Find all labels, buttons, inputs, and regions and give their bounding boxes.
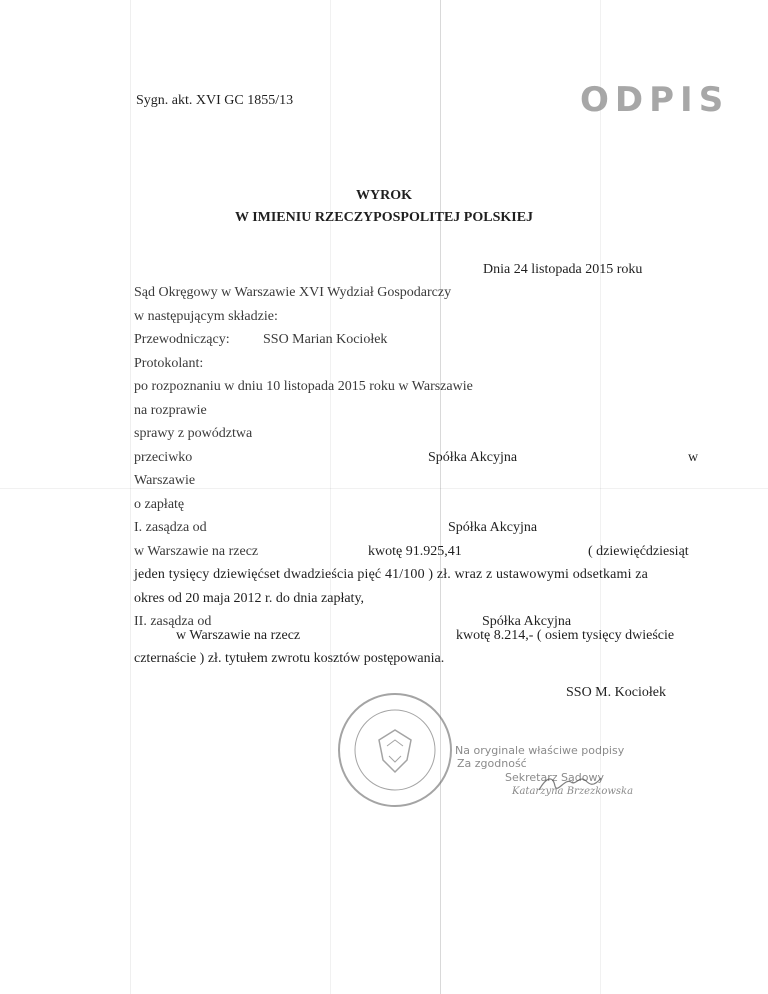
scan-fold-line	[0, 488, 768, 489]
certification-secretary: Sekretarz Sądowy	[505, 771, 604, 784]
scan-fold-line	[130, 0, 131, 994]
plaintiff-case-label: sprawy z powództwa	[134, 426, 253, 441]
point1-label: I. zasądza od	[134, 520, 207, 535]
point2-amount: kwotę 8.214,- ( osiem tysięcy dwieście	[456, 628, 675, 643]
hearing-type: na rozprawie	[134, 403, 207, 418]
scan-fold-line	[440, 0, 441, 994]
certification-conformity: Za zgodność	[457, 757, 527, 770]
point2-beneficiary-line: w Warszawie na rzecz	[176, 628, 301, 643]
certification-secretary-name: Katarzyna Brzezkowska	[512, 786, 634, 797]
composition-label: w następującym składzie:	[134, 309, 278, 324]
handwritten-signature	[535, 772, 605, 796]
scan-fold-line	[330, 0, 331, 994]
against-w: w	[688, 450, 699, 465]
clerk-label: Protokolant:	[134, 356, 204, 371]
certification-original: Na oryginale właściwe podpisy	[455, 744, 625, 757]
chair-label: Przewodniczący:	[134, 332, 230, 347]
point2-label: II. zasądza od	[134, 614, 212, 629]
point1-amount: kwotę 91.925,41	[368, 544, 462, 559]
scan-fold-line	[600, 0, 601, 994]
point1-interest-period: okres od 20 maja 2012 r. do dnia zapłaty,	[134, 591, 365, 606]
judgment-title: WYROK	[356, 188, 412, 203]
judgment-date: Dnia 24 listopada 2015 roku	[483, 262, 643, 277]
against-label: przeciwko	[134, 450, 193, 465]
point2-costs-line: czternaście ) zł. tytułem zwrotu kosztów postępowania.	[134, 651, 445, 666]
point1-amount-words-start: ( dziewięćdziesiąt	[588, 544, 689, 559]
point2-company: Spółka Akcyjna	[482, 614, 572, 629]
subject-line: o zapłatę	[134, 497, 185, 512]
defendant-company: Spółka Akcyjna	[428, 450, 518, 465]
point1-company: Spółka Akcyjna	[448, 520, 538, 535]
chair-name: SSO Marian Kociołek	[263, 332, 388, 347]
case-number: Sygn. akt. XVI GC 1855/13	[136, 93, 294, 108]
judge-signature: SSO M. Kociołek	[566, 685, 666, 700]
court-name: Sąd Okręgowy w Warszawie XVI Wydział Gospodarczy	[134, 285, 452, 300]
court-seal	[335, 690, 455, 810]
point1-amount-words: jeden tysięcy dziewięćset dwadzieścia pięć 41/100 ) zł. wraz z ustawowymi odsetkami za	[134, 567, 648, 582]
judgment-subtitle: W IMIENIU RZECZYPOSPOLITEJ POLSKIEJ	[234, 210, 534, 225]
hearing-date-line: po rozpoznaniu w dniu 10 listopada 2015 roku w Warszawie	[134, 379, 473, 394]
odpis-stamp: ODPIS	[580, 80, 730, 120]
city-line: Warszawie	[134, 473, 196, 488]
point1-beneficiary-line: w Warszawie na rzecz	[134, 544, 259, 559]
